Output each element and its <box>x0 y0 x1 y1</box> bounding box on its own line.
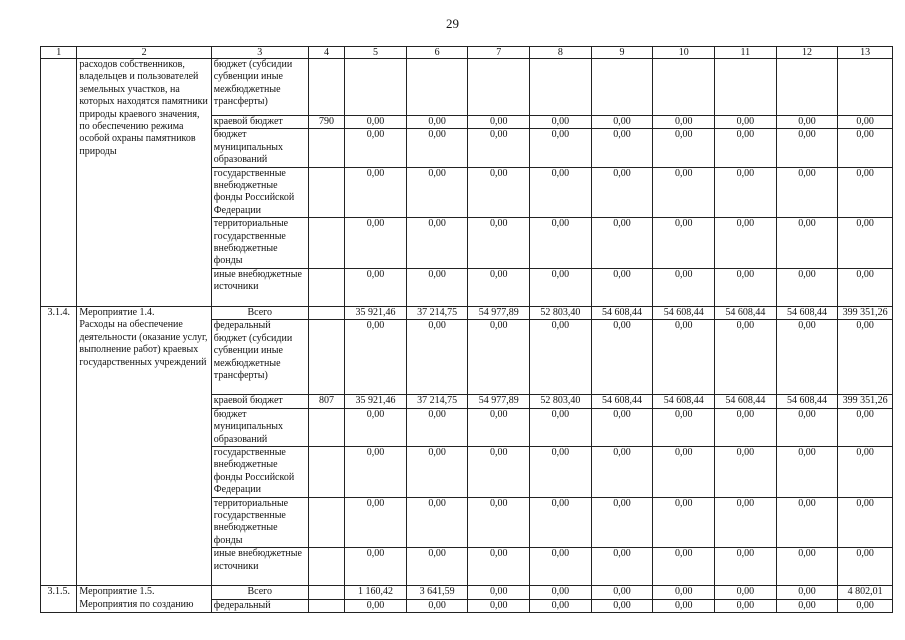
column-header: 9 <box>591 47 653 59</box>
value-cell: 0,00 <box>530 497 592 548</box>
value-cell: 0,00 <box>776 116 838 129</box>
value-cell: 0,00 <box>653 218 715 269</box>
value-cell: 0,00 <box>345 218 407 269</box>
value-cell: 0,00 <box>715 599 777 612</box>
total-value-cell: 35 921,46 <box>345 306 407 319</box>
value-cell: 0,00 <box>530 446 592 497</box>
value-cell: 37 214,75 <box>406 395 468 408</box>
value-cell <box>345 59 407 116</box>
value-cell: 0,00 <box>776 497 838 548</box>
value-cell: 0,00 <box>345 599 407 612</box>
total-value-cell: 0,00 <box>591 586 653 599</box>
value-cell: 0,00 <box>468 129 530 167</box>
value-cell: 0,00 <box>838 497 893 548</box>
value-cell: 0,00 <box>406 116 468 129</box>
total-value-cell: 0,00 <box>468 586 530 599</box>
value-cell: 54 608,44 <box>653 395 715 408</box>
budget-table <box>40 46 893 613</box>
value-cell: 0,00 <box>838 129 893 167</box>
value-cell: 0,00 <box>591 446 653 497</box>
value-cell: 0,00 <box>468 599 530 612</box>
total-value-cell: 0,00 <box>776 586 838 599</box>
measure-title: Мероприятие 1.5. <box>79 586 155 598</box>
value-cell: 0,00 <box>530 548 592 586</box>
funding-source: краевой бюджет <box>211 395 308 408</box>
value-cell: 35 921,46 <box>345 395 407 408</box>
value-cell: 0,00 <box>838 167 893 218</box>
value-cell: 0,00 <box>345 129 407 167</box>
value-cell: 0,00 <box>345 408 407 446</box>
column-header: 5 <box>345 47 407 59</box>
value-cell: 0,00 <box>406 446 468 497</box>
value-cell: 54 977,89 <box>468 395 530 408</box>
value-cell: 0,00 <box>715 446 777 497</box>
value-cell: 0,00 <box>653 116 715 129</box>
funding-source: территориальные государственные внебюджетные фонды <box>211 497 308 548</box>
total-value-cell: 1 160,42 <box>345 586 407 599</box>
value-cell: 0,00 <box>838 548 893 586</box>
measure-text: расходов собственников, владельцев и пользователей земельных участков, на которых находятся памятники природы краевого значения, по обеспечению режима особой охраны памятников природы <box>79 59 208 157</box>
value-cell: 0,00 <box>530 167 592 218</box>
value-cell <box>530 59 592 116</box>
budget-code <box>308 268 344 306</box>
total-value-cell: 0,00 <box>530 586 592 599</box>
value-cell: 0,00 <box>530 599 592 612</box>
budget-code <box>308 167 344 218</box>
total-value-cell: 0,00 <box>653 586 715 599</box>
value-cell: 0,00 <box>776 446 838 497</box>
value-cell: 0,00 <box>468 408 530 446</box>
value-cell: 54 608,44 <box>715 395 777 408</box>
value-cell: 0,00 <box>715 408 777 446</box>
funding-source: иные внебюджетные источники <box>211 548 308 586</box>
measure-number: 3.1.4. <box>41 306 77 585</box>
value-cell: 0,00 <box>838 446 893 497</box>
value-cell: 0,00 <box>838 320 893 395</box>
value-cell <box>468 59 530 116</box>
value-cell: 0,00 <box>715 167 777 218</box>
value-cell: 0,00 <box>468 268 530 306</box>
budget-code <box>308 408 344 446</box>
value-cell: 0,00 <box>591 599 653 612</box>
value-cell: 0,00 <box>530 320 592 395</box>
value-cell: 0,00 <box>653 167 715 218</box>
total-value-cell: 4 802,01 <box>838 586 893 599</box>
value-cell <box>653 59 715 116</box>
value-cell: 0,00 <box>715 116 777 129</box>
funding-source: федеральный бюджет (субсидии субвенции иные межбюджетные трансферты) <box>211 320 308 395</box>
column-header: 10 <box>653 47 715 59</box>
value-cell: 0,00 <box>776 548 838 586</box>
page-number: 29 <box>446 16 459 31</box>
column-header: 6 <box>406 47 468 59</box>
total-value-cell: 399 351,26 <box>838 306 893 319</box>
value-cell: 54 608,44 <box>776 395 838 408</box>
column-header: 2 <box>77 47 211 59</box>
value-cell: 0,00 <box>653 497 715 548</box>
value-cell: 0,00 <box>591 408 653 446</box>
table-row-total <box>41 586 893 599</box>
value-cell: 0,00 <box>530 268 592 306</box>
measure-text: Мероприятия по созданию <box>79 598 194 610</box>
value-cell: 0,00 <box>468 497 530 548</box>
column-header-row <box>41 47 893 59</box>
value-cell: 0,00 <box>406 408 468 446</box>
funding-source: бюджет муниципальных образований <box>211 408 308 446</box>
funding-source: краевой бюджет <box>211 116 308 129</box>
funding-source: федеральный <box>211 599 308 612</box>
value-cell: 0,00 <box>406 218 468 269</box>
column-header: 13 <box>838 47 893 59</box>
budget-code: 807 <box>308 395 344 408</box>
total-value-cell: 54 977,89 <box>468 306 530 319</box>
value-cell: 0,00 <box>838 116 893 129</box>
value-cell: 0,00 <box>345 116 407 129</box>
budget-code <box>308 59 344 116</box>
value-cell: 0,00 <box>776 129 838 167</box>
value-cell: 0,00 <box>345 268 407 306</box>
value-cell: 0,00 <box>838 268 893 306</box>
budget-code: 790 <box>308 116 344 129</box>
value-cell: 0,00 <box>653 446 715 497</box>
value-cell: 0,00 <box>776 320 838 395</box>
value-cell: 0,00 <box>776 218 838 269</box>
total-value-cell: 3 641,59 <box>406 586 468 599</box>
value-cell: 0,00 <box>530 129 592 167</box>
value-cell: 0,00 <box>591 268 653 306</box>
column-header: 12 <box>776 47 838 59</box>
value-cell: 0,00 <box>468 446 530 497</box>
funding-source: государственные внебюджетные фонды Российской Федерации <box>211 167 308 218</box>
value-cell: 0,00 <box>468 167 530 218</box>
value-cell: 0,00 <box>715 497 777 548</box>
value-cell: 0,00 <box>345 446 407 497</box>
value-cell: 0,00 <box>715 268 777 306</box>
table-row <box>41 59 893 116</box>
value-cell <box>715 59 777 116</box>
column-header: 11 <box>715 47 777 59</box>
measure-description <box>77 59 211 307</box>
column-header: 4 <box>308 47 344 59</box>
funding-source: бюджет муниципальных образований <box>211 129 308 167</box>
value-cell: 0,00 <box>653 548 715 586</box>
value-cell: 0,00 <box>345 320 407 395</box>
value-cell <box>406 59 468 116</box>
value-cell: 0,00 <box>345 548 407 586</box>
value-cell: 0,00 <box>776 408 838 446</box>
budget-code <box>308 497 344 548</box>
value-cell: 0,00 <box>530 408 592 446</box>
total-value-cell: 54 608,44 <box>715 306 777 319</box>
column-header: 8 <box>530 47 592 59</box>
budget-code <box>308 306 344 319</box>
value-cell: 52 803,40 <box>530 395 592 408</box>
value-cell: 0,00 <box>776 599 838 612</box>
value-cell: 0,00 <box>591 129 653 167</box>
value-cell <box>838 59 893 116</box>
value-cell: 0,00 <box>468 218 530 269</box>
column-header: 1 <box>41 47 77 59</box>
value-cell: 0,00 <box>406 599 468 612</box>
value-cell: 0,00 <box>406 167 468 218</box>
value-cell: 0,00 <box>653 129 715 167</box>
funding-source: территориальные государственные внебюджетные фонды <box>211 218 308 269</box>
column-header: 7 <box>468 47 530 59</box>
budget-code <box>308 599 344 612</box>
value-cell: 0,00 <box>406 548 468 586</box>
measure-description <box>77 586 211 613</box>
value-cell: 0,00 <box>715 218 777 269</box>
value-cell: 0,00 <box>838 408 893 446</box>
budget-code <box>308 129 344 167</box>
total-label: Всего <box>211 306 308 319</box>
value-cell <box>591 59 653 116</box>
value-cell: 0,00 <box>776 167 838 218</box>
budget-code <box>308 548 344 586</box>
measure-number: 3.1.5. <box>41 586 77 613</box>
value-cell: 0,00 <box>653 599 715 612</box>
budget-code <box>308 218 344 269</box>
funding-source: государственные внебюджетные фонды Российской Федерации <box>211 446 308 497</box>
total-value-cell: 37 214,75 <box>406 306 468 319</box>
value-cell: 0,00 <box>406 268 468 306</box>
value-cell: 0,00 <box>345 167 407 218</box>
total-value-cell: 54 608,44 <box>653 306 715 319</box>
value-cell: 0,00 <box>591 116 653 129</box>
value-cell: 0,00 <box>591 167 653 218</box>
value-cell: 54 608,44 <box>591 395 653 408</box>
value-cell: 0,00 <box>591 497 653 548</box>
value-cell: 0,00 <box>653 320 715 395</box>
column-header: 3 <box>211 47 308 59</box>
total-value-cell: 52 803,40 <box>530 306 592 319</box>
value-cell: 0,00 <box>715 548 777 586</box>
measure-description <box>77 306 211 585</box>
measure-title: Мероприятие 1.4. <box>79 306 155 318</box>
total-value-cell: 54 608,44 <box>591 306 653 319</box>
measure-text: Расходы на обеспечение деятельности (оказание услуг, выполнение работ) краевых государственных учреждений <box>79 319 208 368</box>
budget-code <box>308 586 344 599</box>
value-cell: 0,00 <box>715 129 777 167</box>
budget-code <box>308 446 344 497</box>
value-cell: 0,00 <box>530 218 592 269</box>
value-cell: 0,00 <box>653 268 715 306</box>
table-row-total <box>41 306 893 319</box>
value-cell: 399 351,26 <box>838 395 893 408</box>
value-cell: 0,00 <box>653 408 715 446</box>
total-value-cell: 54 608,44 <box>776 306 838 319</box>
value-cell: 0,00 <box>345 497 407 548</box>
total-label: Всего <box>211 586 308 599</box>
value-cell <box>776 59 838 116</box>
funding-source: бюджет (субсидии субвенции иные межбюджетные трансферты) <box>211 59 308 116</box>
value-cell: 0,00 <box>468 320 530 395</box>
value-cell: 0,00 <box>776 268 838 306</box>
value-cell: 0,00 <box>591 320 653 395</box>
total-value-cell: 0,00 <box>715 586 777 599</box>
value-cell: 0,00 <box>838 599 893 612</box>
measure-number <box>41 59 77 307</box>
value-cell: 0,00 <box>468 548 530 586</box>
value-cell: 0,00 <box>406 129 468 167</box>
budget-code <box>308 320 344 395</box>
value-cell: 0,00 <box>591 218 653 269</box>
value-cell: 0,00 <box>838 218 893 269</box>
value-cell: 0,00 <box>591 548 653 586</box>
value-cell: 0,00 <box>715 320 777 395</box>
value-cell: 0,00 <box>406 497 468 548</box>
value-cell: 0,00 <box>468 116 530 129</box>
value-cell: 0,00 <box>406 320 468 395</box>
value-cell: 0,00 <box>530 116 592 129</box>
funding-source: иные внебюджетные источники <box>211 268 308 306</box>
